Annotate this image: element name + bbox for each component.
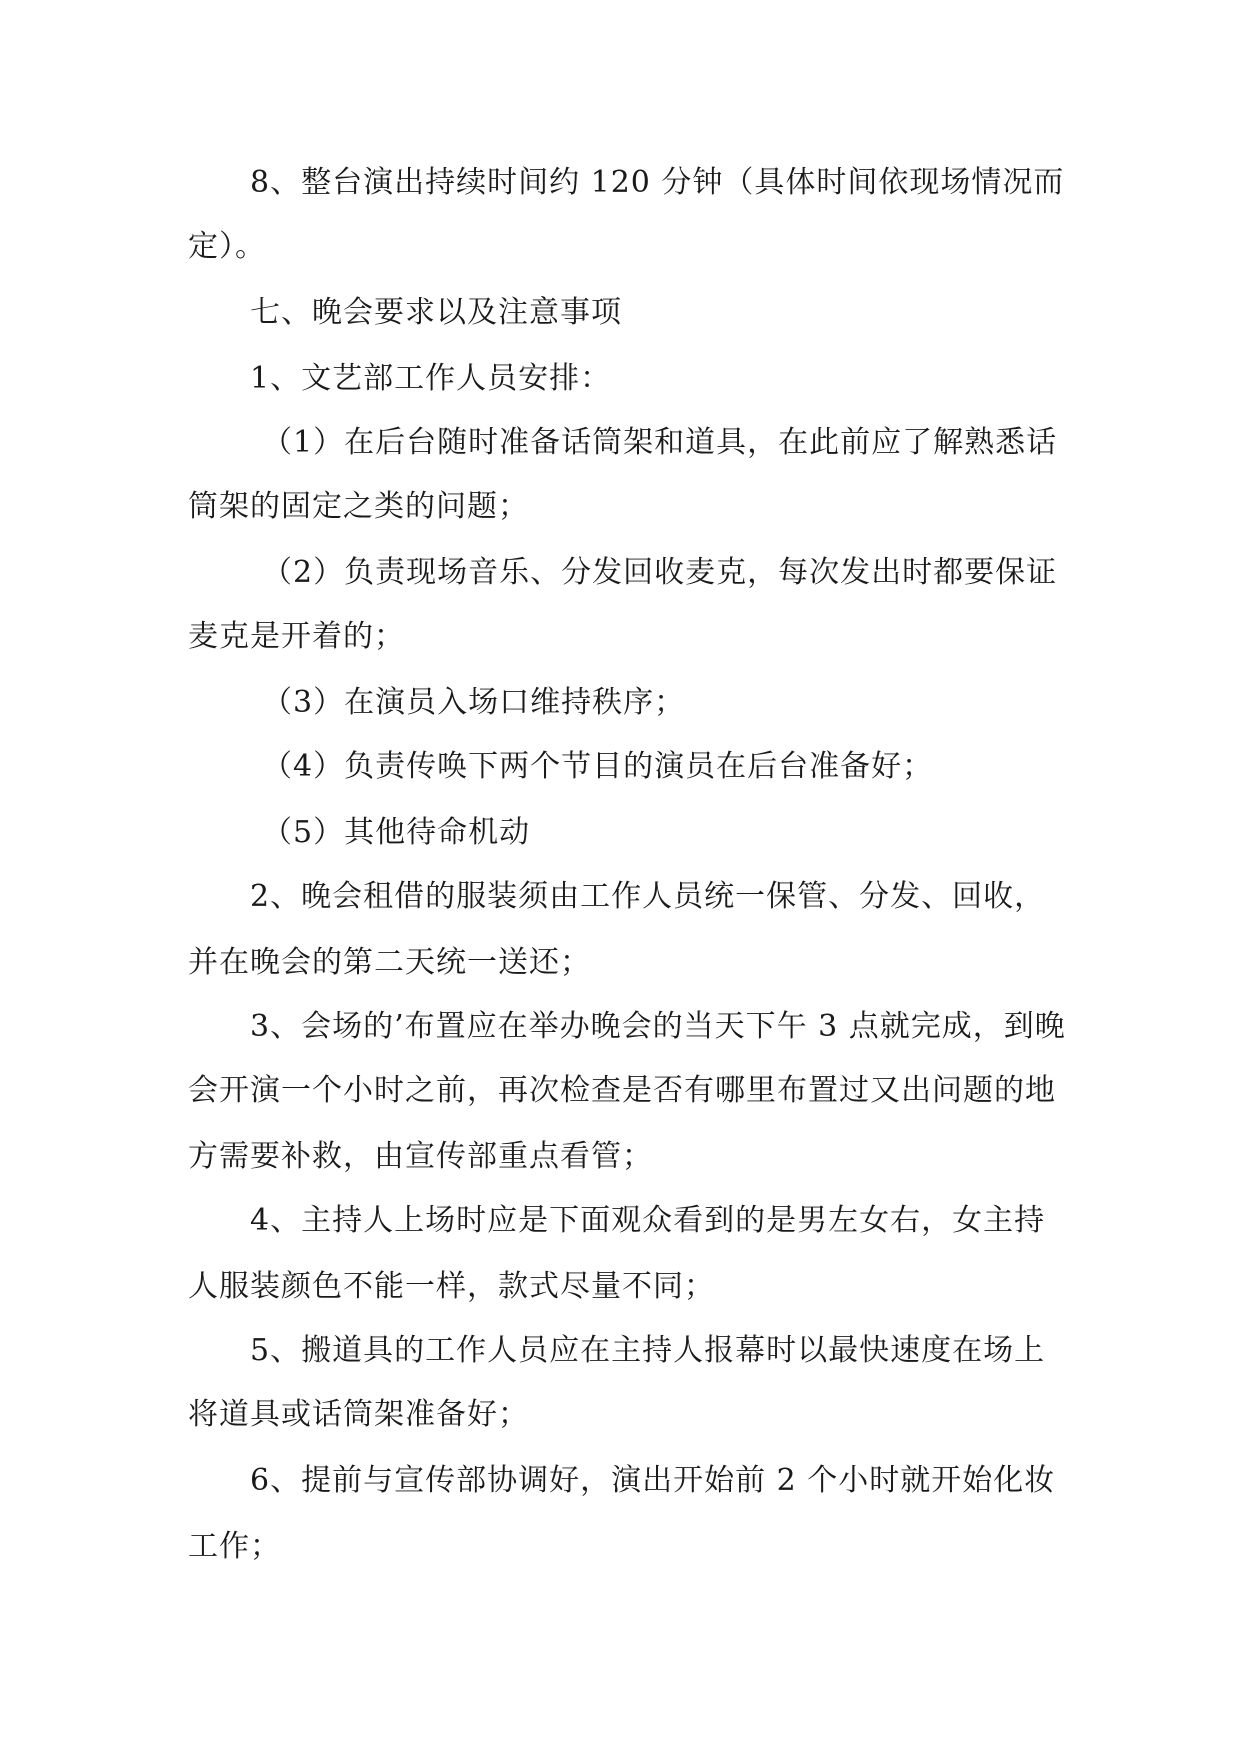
requirement-5-line-2: 将道具或话筒架准备好； [188, 1397, 529, 1432]
requirement-3-line-2: 会开演一个小时之前，再次检查是否有哪里布置过又出问题的地 [188, 1073, 1056, 1108]
requirement-3-line-1: 3、会场的’布置应在举办晚会的当天下午 3 点就完成，到晚 [250, 1009, 1066, 1044]
subitem-2-line-1: （2）负责现场音乐、分发回收麦克，每次发出时都要保证 [262, 555, 1058, 590]
requirement-6-line-1: 6、提前与宣传部协调好，演出开始前 2 个小时就开始化妆 [250, 1463, 1056, 1498]
subitem-2-line-2: 麦克是开着的； [188, 619, 405, 654]
requirement-4-line-2: 人服装颜色不能一样，款式尽量不同； [188, 1269, 715, 1304]
item-8-line-1: 8、整台演出持续时间约 120 分钟（具体时间依现场情况而 [250, 165, 1065, 200]
subitem-5: （5）其他待命机动 [262, 815, 531, 850]
requirement-3-line-3: 方需要补救，由宣传部重点看管； [188, 1139, 653, 1174]
requirement-1: 1、文艺部工作人员安排： [250, 361, 612, 396]
requirement-2-line-2: 并在晚会的第二天统一送还； [188, 945, 591, 980]
requirement-2-line-1: 2、晚会租借的服装须由工作人员统一保管、分发、回收， [250, 879, 1046, 914]
subitem-3: （3）在演员入场口维持秩序； [262, 685, 686, 720]
subitem-1-line-1: （1）在后台随时准备话筒架和道具，在此前应了解熟悉话 [262, 425, 1058, 460]
section-heading: 七、晚会要求以及注意事项 [250, 295, 622, 330]
subitem-4: （4）负责传唤下两个节目的演员在后台准备好； [262, 749, 934, 784]
subitem-1-line-2: 筒架的固定之类的问题； [188, 489, 529, 524]
requirement-4-line-1: 4、主持人上场时应是下面观众看到的是男左女右，女主持 [250, 1203, 1046, 1238]
requirement-6-line-2: 工作； [188, 1529, 281, 1564]
item-8-line-2: 定）。 [188, 229, 266, 264]
requirement-5-line-1: 5、搬道具的工作人员应在主持人报幕时以最快速度在场上 [250, 1333, 1046, 1368]
